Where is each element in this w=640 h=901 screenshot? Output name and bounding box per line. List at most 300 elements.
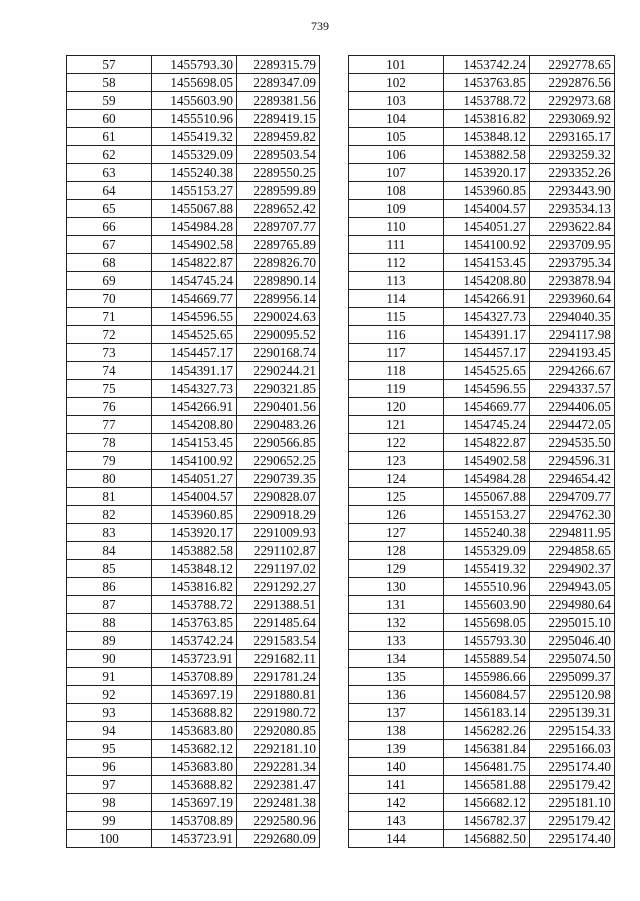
x-coordinate-cell: 1453920.17 bbox=[152, 524, 237, 542]
table-row bbox=[349, 614, 615, 632]
y-coordinate-cell: 2292778.65 bbox=[530, 56, 615, 74]
y-coordinate-cell: 2290024.63 bbox=[237, 308, 320, 326]
table-row bbox=[67, 632, 320, 650]
table-row bbox=[349, 650, 615, 668]
point-number-cell: 60 bbox=[67, 110, 152, 128]
x-coordinate-cell: 1453697.19 bbox=[152, 686, 237, 704]
point-number-cell: 68 bbox=[67, 254, 152, 272]
y-coordinate-cell: 2294596.31 bbox=[530, 452, 615, 470]
x-coordinate-cell: 1454745.24 bbox=[444, 416, 530, 434]
x-coordinate-cell: 1454525.65 bbox=[444, 362, 530, 380]
y-coordinate-cell: 2291583.54 bbox=[237, 632, 320, 650]
x-coordinate-cell: 1453688.82 bbox=[152, 776, 237, 794]
table-row bbox=[67, 488, 320, 506]
y-coordinate-cell: 2291102.87 bbox=[237, 542, 320, 560]
point-number-cell: 79 bbox=[67, 452, 152, 470]
point-number-cell: 64 bbox=[67, 182, 152, 200]
point-number-cell: 96 bbox=[67, 758, 152, 776]
x-coordinate-cell: 1453708.89 bbox=[152, 812, 237, 830]
x-coordinate-cell: 1453708.89 bbox=[152, 668, 237, 686]
table-row bbox=[349, 506, 615, 524]
point-number-cell: 85 bbox=[67, 560, 152, 578]
point-number-cell: 58 bbox=[67, 74, 152, 92]
point-number-cell: 123 bbox=[349, 452, 444, 470]
table-row bbox=[349, 596, 615, 614]
table-row bbox=[349, 542, 615, 560]
y-coordinate-cell: 2293960.64 bbox=[530, 290, 615, 308]
x-coordinate-cell: 1453882.58 bbox=[152, 542, 237, 560]
point-number-cell: 125 bbox=[349, 488, 444, 506]
point-number-cell: 70 bbox=[67, 290, 152, 308]
x-coordinate-cell: 1455240.38 bbox=[444, 524, 530, 542]
y-coordinate-cell: 2292680.09 bbox=[237, 830, 320, 848]
y-coordinate-cell: 2295139.31 bbox=[530, 704, 615, 722]
table-row bbox=[67, 686, 320, 704]
x-coordinate-cell: 1453688.82 bbox=[152, 704, 237, 722]
table-row bbox=[67, 74, 320, 92]
y-coordinate-cell: 2290095.52 bbox=[237, 326, 320, 344]
point-number-cell: 80 bbox=[67, 470, 152, 488]
x-coordinate-cell: 1455067.88 bbox=[444, 488, 530, 506]
point-number-cell: 59 bbox=[67, 92, 152, 110]
table-row bbox=[67, 344, 320, 362]
point-number-cell: 106 bbox=[349, 146, 444, 164]
y-coordinate-cell: 2294943.05 bbox=[530, 578, 615, 596]
y-coordinate-cell: 2294117.98 bbox=[530, 326, 615, 344]
table-row bbox=[349, 308, 615, 326]
point-number-cell: 139 bbox=[349, 740, 444, 758]
table-row bbox=[67, 596, 320, 614]
point-number-cell: 117 bbox=[349, 344, 444, 362]
table-row bbox=[67, 182, 320, 200]
y-coordinate-cell: 2289459.82 bbox=[237, 128, 320, 146]
y-coordinate-cell: 2295179.42 bbox=[530, 812, 615, 830]
x-coordinate-cell: 1456381.84 bbox=[444, 740, 530, 758]
table-row bbox=[349, 272, 615, 290]
x-coordinate-cell: 1456581.88 bbox=[444, 776, 530, 794]
point-number-cell: 92 bbox=[67, 686, 152, 704]
y-coordinate-cell: 2289419.15 bbox=[237, 110, 320, 128]
y-coordinate-cell: 2295154.33 bbox=[530, 722, 615, 740]
x-coordinate-cell: 1454391.17 bbox=[152, 362, 237, 380]
point-number-cell: 132 bbox=[349, 614, 444, 632]
y-coordinate-cell: 2294811.95 bbox=[530, 524, 615, 542]
x-coordinate-cell: 1453960.85 bbox=[444, 182, 530, 200]
table-row bbox=[349, 290, 615, 308]
table-row bbox=[349, 452, 615, 470]
x-coordinate-cell: 1453742.24 bbox=[152, 632, 237, 650]
y-coordinate-cell: 2291980.72 bbox=[237, 704, 320, 722]
x-coordinate-cell: 1454984.28 bbox=[152, 218, 237, 236]
x-coordinate-cell: 1455419.32 bbox=[444, 560, 530, 578]
table-row bbox=[349, 146, 615, 164]
table-row bbox=[349, 578, 615, 596]
point-number-cell: 142 bbox=[349, 794, 444, 812]
x-coordinate-cell: 1454596.55 bbox=[444, 380, 530, 398]
x-coordinate-cell: 1453882.58 bbox=[444, 146, 530, 164]
table-row bbox=[349, 722, 615, 740]
y-coordinate-cell: 2294266.67 bbox=[530, 362, 615, 380]
table-row bbox=[67, 506, 320, 524]
point-number-cell: 111 bbox=[349, 236, 444, 254]
x-coordinate-cell: 1454596.55 bbox=[152, 308, 237, 326]
x-coordinate-cell: 1453920.17 bbox=[444, 164, 530, 182]
x-coordinate-cell: 1454822.87 bbox=[444, 434, 530, 452]
table-row bbox=[67, 470, 320, 488]
table-row bbox=[349, 830, 615, 848]
x-coordinate-cell: 1453848.12 bbox=[152, 560, 237, 578]
y-coordinate-cell: 2291292.27 bbox=[237, 578, 320, 596]
x-coordinate-cell: 1453788.72 bbox=[152, 596, 237, 614]
y-coordinate-cell: 2292080.85 bbox=[237, 722, 320, 740]
table-row bbox=[67, 740, 320, 758]
x-coordinate-cell: 1454153.45 bbox=[444, 254, 530, 272]
x-coordinate-cell: 1455603.90 bbox=[152, 92, 237, 110]
y-coordinate-cell: 2289956.14 bbox=[237, 290, 320, 308]
point-number-cell: 102 bbox=[349, 74, 444, 92]
x-coordinate-cell: 1454051.27 bbox=[152, 470, 237, 488]
x-coordinate-cell: 1454902.58 bbox=[152, 236, 237, 254]
table-row bbox=[67, 164, 320, 182]
table-row bbox=[349, 326, 615, 344]
point-number-cell: 107 bbox=[349, 164, 444, 182]
point-number-cell: 133 bbox=[349, 632, 444, 650]
table-row bbox=[349, 416, 615, 434]
point-number-cell: 62 bbox=[67, 146, 152, 164]
table-row bbox=[349, 560, 615, 578]
y-coordinate-cell: 2289599.89 bbox=[237, 182, 320, 200]
y-coordinate-cell: 2291485.64 bbox=[237, 614, 320, 632]
point-number-cell: 90 bbox=[67, 650, 152, 668]
x-coordinate-cell: 1454266.91 bbox=[444, 290, 530, 308]
table-row bbox=[349, 524, 615, 542]
point-number-cell: 116 bbox=[349, 326, 444, 344]
x-coordinate-cell: 1454525.65 bbox=[152, 326, 237, 344]
table-row bbox=[349, 794, 615, 812]
x-coordinate-cell: 1455329.09 bbox=[444, 542, 530, 560]
y-coordinate-cell: 2289707.77 bbox=[237, 218, 320, 236]
table-row bbox=[67, 614, 320, 632]
x-coordinate-cell: 1455698.05 bbox=[444, 614, 530, 632]
x-coordinate-cell: 1454745.24 bbox=[152, 272, 237, 290]
y-coordinate-cell: 2295174.40 bbox=[530, 758, 615, 776]
table-row bbox=[67, 218, 320, 236]
point-number-cell: 126 bbox=[349, 506, 444, 524]
point-number-cell: 119 bbox=[349, 380, 444, 398]
point-number-cell: 135 bbox=[349, 668, 444, 686]
x-coordinate-cell: 1453788.72 bbox=[444, 92, 530, 110]
x-coordinate-cell: 1455153.27 bbox=[152, 182, 237, 200]
x-coordinate-cell: 1454902.58 bbox=[444, 452, 530, 470]
x-coordinate-cell: 1454153.45 bbox=[152, 434, 237, 452]
point-number-cell: 137 bbox=[349, 704, 444, 722]
y-coordinate-cell: 2295166.03 bbox=[530, 740, 615, 758]
x-coordinate-cell: 1455889.54 bbox=[444, 650, 530, 668]
y-coordinate-cell: 2293795.34 bbox=[530, 254, 615, 272]
y-coordinate-cell: 2294040.35 bbox=[530, 308, 615, 326]
point-number-cell: 87 bbox=[67, 596, 152, 614]
point-number-cell: 140 bbox=[349, 758, 444, 776]
point-number-cell: 127 bbox=[349, 524, 444, 542]
y-coordinate-cell: 2291781.24 bbox=[237, 668, 320, 686]
point-number-cell: 129 bbox=[349, 560, 444, 578]
point-number-cell: 88 bbox=[67, 614, 152, 632]
point-number-cell: 118 bbox=[349, 362, 444, 380]
x-coordinate-cell: 1455240.38 bbox=[152, 164, 237, 182]
y-coordinate-cell: 2292973.68 bbox=[530, 92, 615, 110]
y-coordinate-cell: 2291197.02 bbox=[237, 560, 320, 578]
table-row bbox=[67, 308, 320, 326]
x-coordinate-cell: 1455329.09 bbox=[152, 146, 237, 164]
point-number-cell: 66 bbox=[67, 218, 152, 236]
point-number-cell: 76 bbox=[67, 398, 152, 416]
x-coordinate-cell: 1456882.50 bbox=[444, 830, 530, 848]
table-row bbox=[67, 794, 320, 812]
point-number-cell: 121 bbox=[349, 416, 444, 434]
x-coordinate-cell: 1453683.80 bbox=[152, 758, 237, 776]
point-number-cell: 143 bbox=[349, 812, 444, 830]
table-row bbox=[67, 668, 320, 686]
point-number-cell: 103 bbox=[349, 92, 444, 110]
y-coordinate-cell: 2293443.90 bbox=[530, 182, 615, 200]
point-number-cell: 136 bbox=[349, 686, 444, 704]
table-row bbox=[67, 128, 320, 146]
point-number-cell: 81 bbox=[67, 488, 152, 506]
point-number-cell: 122 bbox=[349, 434, 444, 452]
y-coordinate-cell: 2291009.93 bbox=[237, 524, 320, 542]
table-row bbox=[67, 92, 320, 110]
x-coordinate-cell: 1454208.80 bbox=[152, 416, 237, 434]
point-number-cell: 83 bbox=[67, 524, 152, 542]
table-row bbox=[349, 200, 615, 218]
x-coordinate-cell: 1454822.87 bbox=[152, 254, 237, 272]
x-coordinate-cell: 1453960.85 bbox=[152, 506, 237, 524]
x-coordinate-cell: 1454457.17 bbox=[152, 344, 237, 362]
x-coordinate-cell: 1453816.82 bbox=[444, 110, 530, 128]
coordinates-table-right bbox=[348, 55, 615, 848]
point-number-cell: 95 bbox=[67, 740, 152, 758]
table-row bbox=[67, 758, 320, 776]
y-coordinate-cell: 2290652.25 bbox=[237, 452, 320, 470]
x-coordinate-cell: 1456084.57 bbox=[444, 686, 530, 704]
table-row bbox=[349, 668, 615, 686]
table-row bbox=[349, 164, 615, 182]
table-row bbox=[349, 74, 615, 92]
x-coordinate-cell: 1454100.92 bbox=[152, 452, 237, 470]
y-coordinate-cell: 2291880.81 bbox=[237, 686, 320, 704]
point-number-cell: 110 bbox=[349, 218, 444, 236]
table-row bbox=[67, 272, 320, 290]
point-number-cell: 109 bbox=[349, 200, 444, 218]
point-number-cell: 91 bbox=[67, 668, 152, 686]
y-coordinate-cell: 2293878.94 bbox=[530, 272, 615, 290]
table-row bbox=[349, 254, 615, 272]
x-coordinate-cell: 1454051.27 bbox=[444, 218, 530, 236]
y-coordinate-cell: 2295099.37 bbox=[530, 668, 615, 686]
y-coordinate-cell: 2289652.42 bbox=[237, 200, 320, 218]
x-coordinate-cell: 1454004.57 bbox=[152, 488, 237, 506]
table-row bbox=[67, 542, 320, 560]
point-number-cell: 144 bbox=[349, 830, 444, 848]
point-number-cell: 69 bbox=[67, 272, 152, 290]
y-coordinate-cell: 2289890.14 bbox=[237, 272, 320, 290]
x-coordinate-cell: 1454669.77 bbox=[152, 290, 237, 308]
y-coordinate-cell: 2292181.10 bbox=[237, 740, 320, 758]
point-number-cell: 124 bbox=[349, 470, 444, 488]
table-row bbox=[67, 326, 320, 344]
x-coordinate-cell: 1455698.05 bbox=[152, 74, 237, 92]
x-coordinate-cell: 1456481.75 bbox=[444, 758, 530, 776]
table-row bbox=[67, 56, 320, 74]
x-coordinate-cell: 1455793.30 bbox=[152, 56, 237, 74]
y-coordinate-cell: 2289381.56 bbox=[237, 92, 320, 110]
y-coordinate-cell: 2292580.96 bbox=[237, 812, 320, 830]
point-number-cell: 93 bbox=[67, 704, 152, 722]
y-coordinate-cell: 2294858.65 bbox=[530, 542, 615, 560]
y-coordinate-cell: 2293534.13 bbox=[530, 200, 615, 218]
y-coordinate-cell: 2290321.85 bbox=[237, 380, 320, 398]
point-number-cell: 97 bbox=[67, 776, 152, 794]
y-coordinate-cell: 2294902.37 bbox=[530, 560, 615, 578]
table-row bbox=[67, 398, 320, 416]
table-row bbox=[349, 488, 615, 506]
point-number-cell: 120 bbox=[349, 398, 444, 416]
y-coordinate-cell: 2295120.98 bbox=[530, 686, 615, 704]
point-number-cell: 101 bbox=[349, 56, 444, 74]
point-number-cell: 130 bbox=[349, 578, 444, 596]
table-row bbox=[67, 200, 320, 218]
point-number-cell: 75 bbox=[67, 380, 152, 398]
x-coordinate-cell: 1454100.92 bbox=[444, 236, 530, 254]
table-row bbox=[349, 632, 615, 650]
y-coordinate-cell: 2290244.21 bbox=[237, 362, 320, 380]
x-coordinate-cell: 1453682.12 bbox=[152, 740, 237, 758]
y-coordinate-cell: 2290918.29 bbox=[237, 506, 320, 524]
point-number-cell: 141 bbox=[349, 776, 444, 794]
y-coordinate-cell: 2289826.70 bbox=[237, 254, 320, 272]
y-coordinate-cell: 2294406.05 bbox=[530, 398, 615, 416]
point-number-cell: 84 bbox=[67, 542, 152, 560]
x-coordinate-cell: 1453723.91 bbox=[152, 830, 237, 848]
point-number-cell: 134 bbox=[349, 650, 444, 668]
y-coordinate-cell: 2294472.05 bbox=[530, 416, 615, 434]
y-coordinate-cell: 2290401.56 bbox=[237, 398, 320, 416]
x-coordinate-cell: 1453763.85 bbox=[444, 74, 530, 92]
y-coordinate-cell: 2291682.11 bbox=[237, 650, 320, 668]
table-row bbox=[67, 650, 320, 668]
point-number-cell: 72 bbox=[67, 326, 152, 344]
y-coordinate-cell: 2289347.09 bbox=[237, 74, 320, 92]
y-coordinate-cell: 2295179.42 bbox=[530, 776, 615, 794]
table-row bbox=[67, 578, 320, 596]
point-number-cell: 94 bbox=[67, 722, 152, 740]
table-row bbox=[67, 452, 320, 470]
table-row bbox=[349, 434, 615, 452]
y-coordinate-cell: 2290483.26 bbox=[237, 416, 320, 434]
table-row bbox=[67, 362, 320, 380]
y-coordinate-cell: 2294762.30 bbox=[530, 506, 615, 524]
x-coordinate-cell: 1454004.57 bbox=[444, 200, 530, 218]
x-coordinate-cell: 1456682.12 bbox=[444, 794, 530, 812]
y-coordinate-cell: 2290828.07 bbox=[237, 488, 320, 506]
point-number-cell: 71 bbox=[67, 308, 152, 326]
x-coordinate-cell: 1454669.77 bbox=[444, 398, 530, 416]
y-coordinate-cell: 2293709.95 bbox=[530, 236, 615, 254]
x-coordinate-cell: 1456782.37 bbox=[444, 812, 530, 830]
x-coordinate-cell: 1453816.82 bbox=[152, 578, 237, 596]
point-number-cell: 105 bbox=[349, 128, 444, 146]
x-coordinate-cell: 1454327.73 bbox=[444, 308, 530, 326]
x-coordinate-cell: 1454208.80 bbox=[444, 272, 530, 290]
y-coordinate-cell: 2292281.34 bbox=[237, 758, 320, 776]
table-row bbox=[349, 686, 615, 704]
x-coordinate-cell: 1454984.28 bbox=[444, 470, 530, 488]
table-row bbox=[67, 146, 320, 164]
table-row bbox=[349, 740, 615, 758]
point-number-cell: 114 bbox=[349, 290, 444, 308]
page-number: 739 bbox=[311, 19, 329, 33]
point-number-cell: 108 bbox=[349, 182, 444, 200]
x-coordinate-cell: 1456282.26 bbox=[444, 722, 530, 740]
table-row bbox=[349, 362, 615, 380]
x-coordinate-cell: 1455603.90 bbox=[444, 596, 530, 614]
table-row bbox=[349, 398, 615, 416]
point-number-cell: 115 bbox=[349, 308, 444, 326]
y-coordinate-cell: 2289503.54 bbox=[237, 146, 320, 164]
y-coordinate-cell: 2292876.56 bbox=[530, 74, 615, 92]
x-coordinate-cell: 1454391.17 bbox=[444, 326, 530, 344]
point-number-cell: 61 bbox=[67, 128, 152, 146]
y-coordinate-cell: 2294193.45 bbox=[530, 344, 615, 362]
table-row bbox=[67, 110, 320, 128]
coordinates-table-left bbox=[66, 55, 320, 848]
table-row bbox=[67, 434, 320, 452]
y-coordinate-cell: 2289765.89 bbox=[237, 236, 320, 254]
y-coordinate-cell: 2295046.40 bbox=[530, 632, 615, 650]
table-row bbox=[67, 380, 320, 398]
point-number-cell: 104 bbox=[349, 110, 444, 128]
point-number-cell: 128 bbox=[349, 542, 444, 560]
table-row bbox=[349, 344, 615, 362]
y-coordinate-cell: 2290739.35 bbox=[237, 470, 320, 488]
point-number-cell: 77 bbox=[67, 416, 152, 434]
point-number-cell: 63 bbox=[67, 164, 152, 182]
y-coordinate-cell: 2293622.84 bbox=[530, 218, 615, 236]
point-number-cell: 112 bbox=[349, 254, 444, 272]
table-row bbox=[349, 812, 615, 830]
y-coordinate-cell: 2290168.74 bbox=[237, 344, 320, 362]
y-coordinate-cell: 2293352.26 bbox=[530, 164, 615, 182]
y-coordinate-cell: 2295181.10 bbox=[530, 794, 615, 812]
point-number-cell: 78 bbox=[67, 434, 152, 452]
table-row bbox=[349, 110, 615, 128]
point-number-cell: 86 bbox=[67, 578, 152, 596]
y-coordinate-cell: 2294654.42 bbox=[530, 470, 615, 488]
point-number-cell: 138 bbox=[349, 722, 444, 740]
point-number-cell: 99 bbox=[67, 812, 152, 830]
point-number-cell: 67 bbox=[67, 236, 152, 254]
x-coordinate-cell: 1454457.17 bbox=[444, 344, 530, 362]
table-row bbox=[349, 218, 615, 236]
table-row bbox=[349, 92, 615, 110]
x-coordinate-cell: 1455419.32 bbox=[152, 128, 237, 146]
table-row bbox=[67, 812, 320, 830]
point-number-cell: 100 bbox=[67, 830, 152, 848]
table-row bbox=[349, 758, 615, 776]
x-coordinate-cell: 1455793.30 bbox=[444, 632, 530, 650]
x-coordinate-cell: 1455067.88 bbox=[152, 200, 237, 218]
table-row bbox=[349, 128, 615, 146]
